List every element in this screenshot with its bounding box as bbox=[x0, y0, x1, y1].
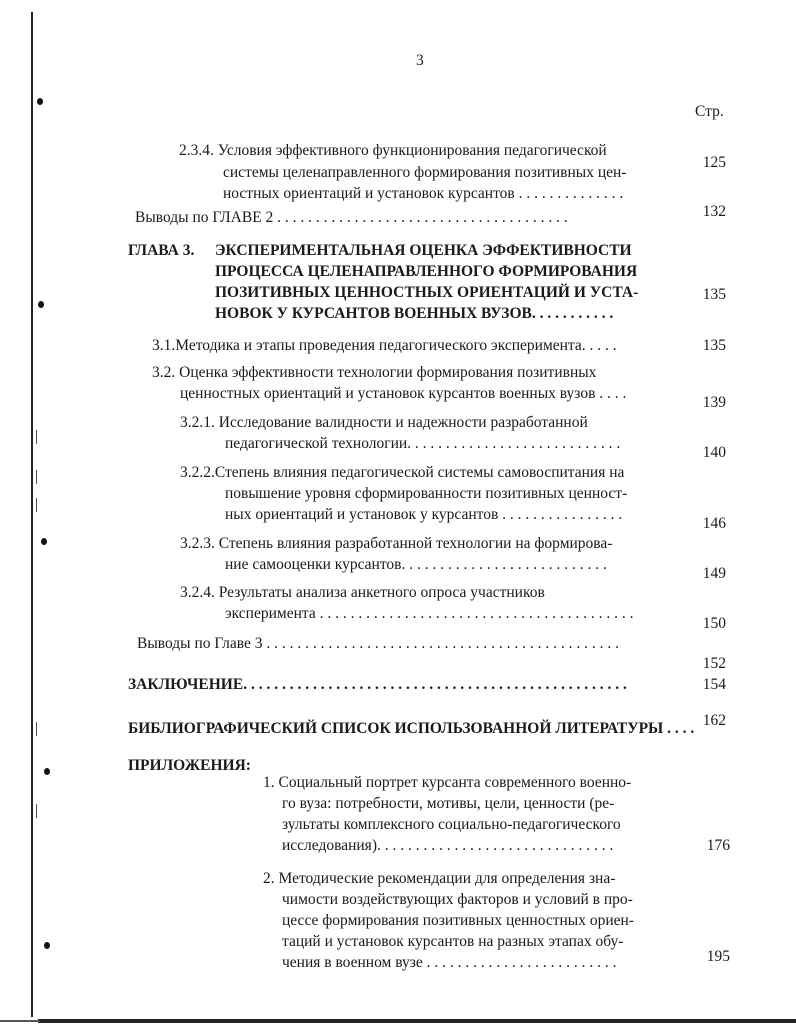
scan-mark bbox=[36, 498, 37, 512]
entry-line: цессе формирования позитивных ценностных ориен- bbox=[282, 912, 634, 929]
page-ref: 149 bbox=[702, 565, 726, 582]
entry-line: ных ориентаций и установок у курсантов . . . . . . . . . . . . . . . . bbox=[225, 506, 623, 523]
scan-mark bbox=[36, 804, 37, 818]
entry-line: Выводы по Главе 3 . . . . . . . . . . . . . . . . . . . . . . . . . . . . . . . . . . . . . . . . . . . . . . bbox=[137, 635, 620, 652]
entry-line: 3.2.3. Степень влияния разработанной технологии на формирова- bbox=[180, 535, 613, 552]
binding-hole-mark bbox=[44, 768, 50, 775]
chapter-title-line: ПРОЦЕССА ЦЕЛЕНАПРАВЛЕННОГО ФОРМИРОВАНИЯ bbox=[215, 263, 638, 280]
page-ref: 150 bbox=[702, 615, 726, 632]
entry-line: ценностных ориентаций и установок курсантов военных вузов . . . . bbox=[180, 385, 627, 402]
entry-line: таций и установок курсантов на разных этапах обу- bbox=[282, 933, 624, 950]
entry-line: БИБЛИОГРАФИЧЕСКИЙ СПИСОК ИСПОЛЬЗОВАННОЙ ЛИТЕРАТУРЫ . . . . bbox=[128, 720, 695, 737]
entry-line: педагогической технологии. . . . . . . . . . . . . . . . . . . . . . . . . . . . bbox=[225, 435, 621, 452]
entry-line: системы целенаправленного формирования позитивных цен- bbox=[223, 164, 627, 181]
page-ref: 135 bbox=[702, 337, 726, 354]
scan-mark bbox=[36, 470, 37, 484]
binding-hole-mark bbox=[37, 98, 43, 105]
entry-line: ностных ориентаций и установок курсантов . . . . . . . . . . . . . . bbox=[223, 185, 624, 202]
scan-mark bbox=[36, 430, 37, 444]
chapter-title-line: ПОЗИТИВНЫХ ЦЕННОСТНЫХ ОРИЕНТАЦИЙ И УСТА- bbox=[215, 284, 639, 301]
page-ref: 140 bbox=[702, 444, 726, 461]
appendices-heading: ПРИЛОЖЕНИЯ: bbox=[128, 757, 251, 774]
entry-line: 3.2.1. Исследование валидности и надежности разработанной bbox=[180, 414, 588, 431]
page-ref: 176 bbox=[706, 837, 730, 854]
page-ref: 152 bbox=[702, 655, 726, 672]
entry-line: чения в военном вузе . . . . . . . . . . . . . . . . . . . . . . . . . bbox=[282, 954, 617, 971]
binding-hole-mark bbox=[44, 942, 50, 949]
chapter-title-line: НОВОК У КУРСАНТОВ ВОЕННЫХ ВУЗОВ. . . . . . . . . . . bbox=[215, 305, 614, 322]
entry-line: ЗАКЛЮЧЕНИЕ. . . . . . . . . . . . . . . . . . . . . . . . . . . . . . . . . . . . . . . . . . . . . . . . . . bbox=[128, 676, 627, 693]
scan-mark bbox=[36, 722, 37, 736]
entry-line: 2. Методические рекомендации для определения зна- bbox=[263, 870, 616, 887]
page-ref: 162 bbox=[702, 712, 726, 729]
entry-line: 2.3.4. Условия эффективного функционирования педагогической bbox=[179, 142, 607, 159]
chapter-label: ГЛАВА 3. bbox=[128, 242, 195, 259]
entry-line: эксперимента . . . . . . . . . . . . . . . . . . . . . . . . . . . . . . . . . . . . . . . . . bbox=[225, 605, 634, 622]
entry-line: Выводы по ГЛАВЕ 2 . . . . . . . . . . . . . . . . . . . . . . . . . . . . . . . . . . . . . . bbox=[135, 209, 568, 226]
page-ref: 146 bbox=[702, 515, 726, 532]
page-ref: 135 bbox=[702, 286, 726, 303]
entry-line: чимости воздействующих факторов и условий в про- bbox=[282, 891, 633, 908]
entry-line: исследования). . . . . . . . . . . . . . . . . . . . . . . . . . . . . . . bbox=[282, 837, 614, 854]
scan-border-bottom-left bbox=[0, 1020, 40, 1022]
entry-line: повышение уровня сформированности позитивных ценност- bbox=[225, 485, 628, 502]
entry-line: ние самооценки курсантов. . . . . . . . . . . . . . . . . . . . . . . . . . . bbox=[225, 556, 607, 573]
page-ref: 125 bbox=[702, 154, 726, 171]
page-ref: 139 bbox=[702, 394, 726, 411]
binding-hole-mark bbox=[41, 538, 47, 545]
page-ref: 154 bbox=[702, 676, 726, 693]
entry-line: 3.2.4. Результаты анализа анкетного опроса участников bbox=[180, 584, 545, 601]
page-ref: 132 bbox=[702, 203, 726, 220]
entry-line: зультаты комплексного социально-педагогического bbox=[282, 816, 621, 833]
entry-line: 3.2. Оценка эффективности технологии формирования позитивных bbox=[152, 364, 597, 381]
entry-line: 3.1.Методика и этапы проведения педагогического эксперимента. . . . . bbox=[152, 337, 617, 354]
scan-border-left bbox=[31, 12, 33, 1017]
page-ref: 195 bbox=[706, 948, 730, 965]
page-number: 3 bbox=[416, 52, 424, 69]
entry-line: 1. Социальный портрет курсанта современного военно- bbox=[263, 774, 632, 791]
entry-line: 3.2.2.Степень влияния педагогической системы самовоспитания на bbox=[180, 464, 625, 481]
scan-border-bottom bbox=[38, 1019, 796, 1023]
page-column-header: Стр. bbox=[695, 103, 724, 120]
binding-hole-mark bbox=[38, 301, 44, 308]
chapter-title-line: ЭКСПЕРИМЕНТАЛЬНАЯ ОЦЕНКА ЭФФЕКТИВНОСТИ bbox=[215, 242, 632, 259]
entry-line: го вуза: потребности, мотивы, цели, ценности (ре- bbox=[282, 795, 615, 812]
